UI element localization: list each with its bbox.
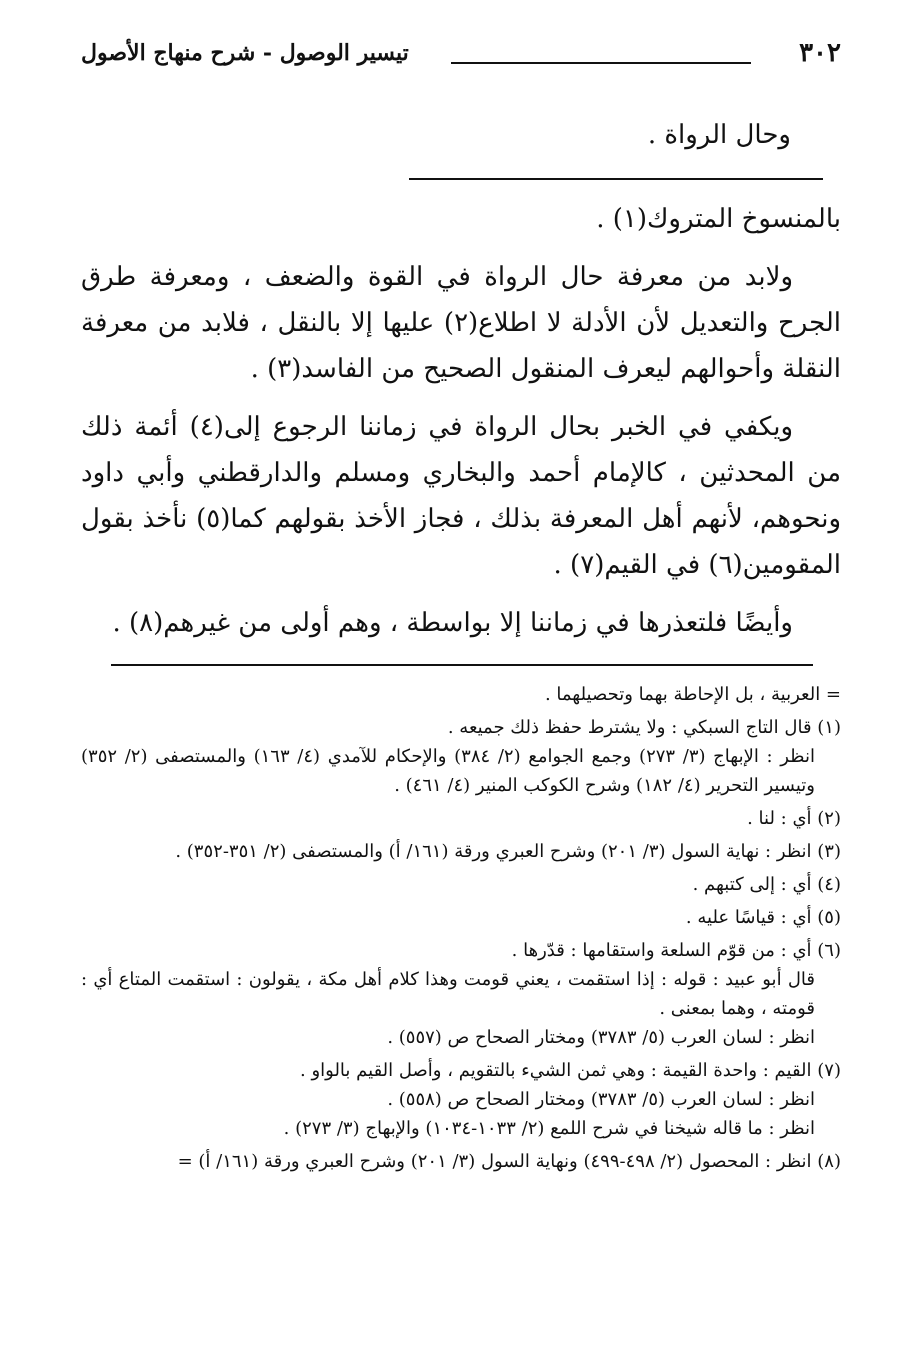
footnotes — [81, 680, 841, 1176]
footnote-4: (٤) أي : إلى كتبهم . — [692, 874, 841, 895]
footnote-6: (٦) أي : من قوّم السلعة واستقامها : قدّرها . — [511, 940, 841, 961]
paragraph-4: وأيضًا فلتعذرها في زماننا إلا بواسطة ، وهم أولى من غيرهم(٨) . — [112, 608, 793, 638]
footnote-5: (٥) أي : قياسًا عليه . — [685, 907, 841, 928]
continued-text: وحال الرواة . — [647, 120, 791, 150]
header-rule — [451, 62, 751, 64]
footnote-rule — [111, 664, 813, 666]
footnote-7: (٧) القيم : واحدة القيمة : وهي ثمن الشيء بالتقويم ، وأصل القيم بالواو . — [300, 1060, 841, 1081]
footnote-7-ref-2: انظر : ما قاله شيخنا في شرح اللمع (٢/ ١٠٣٣-١٠٣٤) والإبهاج (٣/ ٢٧٣) . — [283, 1118, 815, 1139]
page-number: ٣٠٢ — [799, 38, 841, 68]
footnote-3: (٣) انظر : نهاية السول (٣/ ٢٠١) وشرح العبري ورقة (١٦١/ أ) والمستصفى (٢/ ٣٥١-٣٥٢) . — [175, 841, 841, 862]
footnote-1: (١) قال التاج السبكي : ولا يشترط حفظ ذلك جميعه . — [447, 717, 841, 738]
footnote-6-quote: قال أبو عبيد : قوله : إذا استقمت ، يعني قومت وهذا كلام أهل مكة ، يقولون : استقمت المتاع أي : قومته ، وهما بمعنى . — [81, 969, 815, 1019]
page-header — [81, 38, 841, 78]
book-title: تيسير الوصول - شرح منهاج الأصول — [81, 40, 409, 66]
footnote-6-ref: انظر : لسان العرب (٥/ ٣٧٨٣) ومختار الصحاح ص (٥٥٧) . — [387, 1027, 815, 1048]
footnote-2: (٢) أي : لنا . — [747, 808, 841, 829]
footnote-1-ref: انظر : الإبهاج (٣/ ٢٧٣) وجمع الجوامع (٢/ ٣٨٤) والإحكام للآمدي (٤/ ١٦٣) والمستصفى (٢/ ٣٥٢) وتيسير التحرير (٤/ ١٨٢) وشرح الكوكب المنير (٤/ ٤٦١) . — [81, 746, 815, 796]
footnote-8: (٨) انظر : المحصول (٢/ ٤٩٨-٤٩٩) ونهاية السول (٣/ ٢٠١) وشرح العبري ورقة (١٦١/ أ) = — [177, 1151, 841, 1172]
paragraph-2: ولابد من معرفة حال الرواة في القوة والضعف ، ومعرفة طرق الجرح والتعديل لأن الأدلة لا اطلاع(٢) عليها إلا بالنقل ، فلابد من معرفة النقلة وأحوالهم ليعرف المنقول الصحيح من الفاسد(٣) . — [81, 262, 842, 384]
footnote-continuation: = العربية ، بل الإحاطة بهما وتحصيلهما . — [544, 684, 841, 705]
section-rule — [409, 178, 823, 180]
paragraph-1: بالمنسوخ المتروك(١) . — [596, 204, 841, 234]
main-text — [81, 196, 841, 646]
paragraph-3: ويكفي في الخبر بحال الرواة في زماننا الرجوع إلى(٤) أئمة ذلك من المحدثين ، كالإمام أحمد والبخاري ومسلم والدارقطني وأبي داود ونحوهم، لأنهم أهل المعرفة بذلك ، فجاز الأخذ بقولهم كما(٥) نأخذ بقول المقومين(٦) في القيم(٧) . — [81, 412, 842, 580]
footnote-7-ref: انظر : لسان العرب (٥/ ٣٧٨٣) ومختار الصحاح ص (٥٥٨) . — [387, 1089, 815, 1110]
